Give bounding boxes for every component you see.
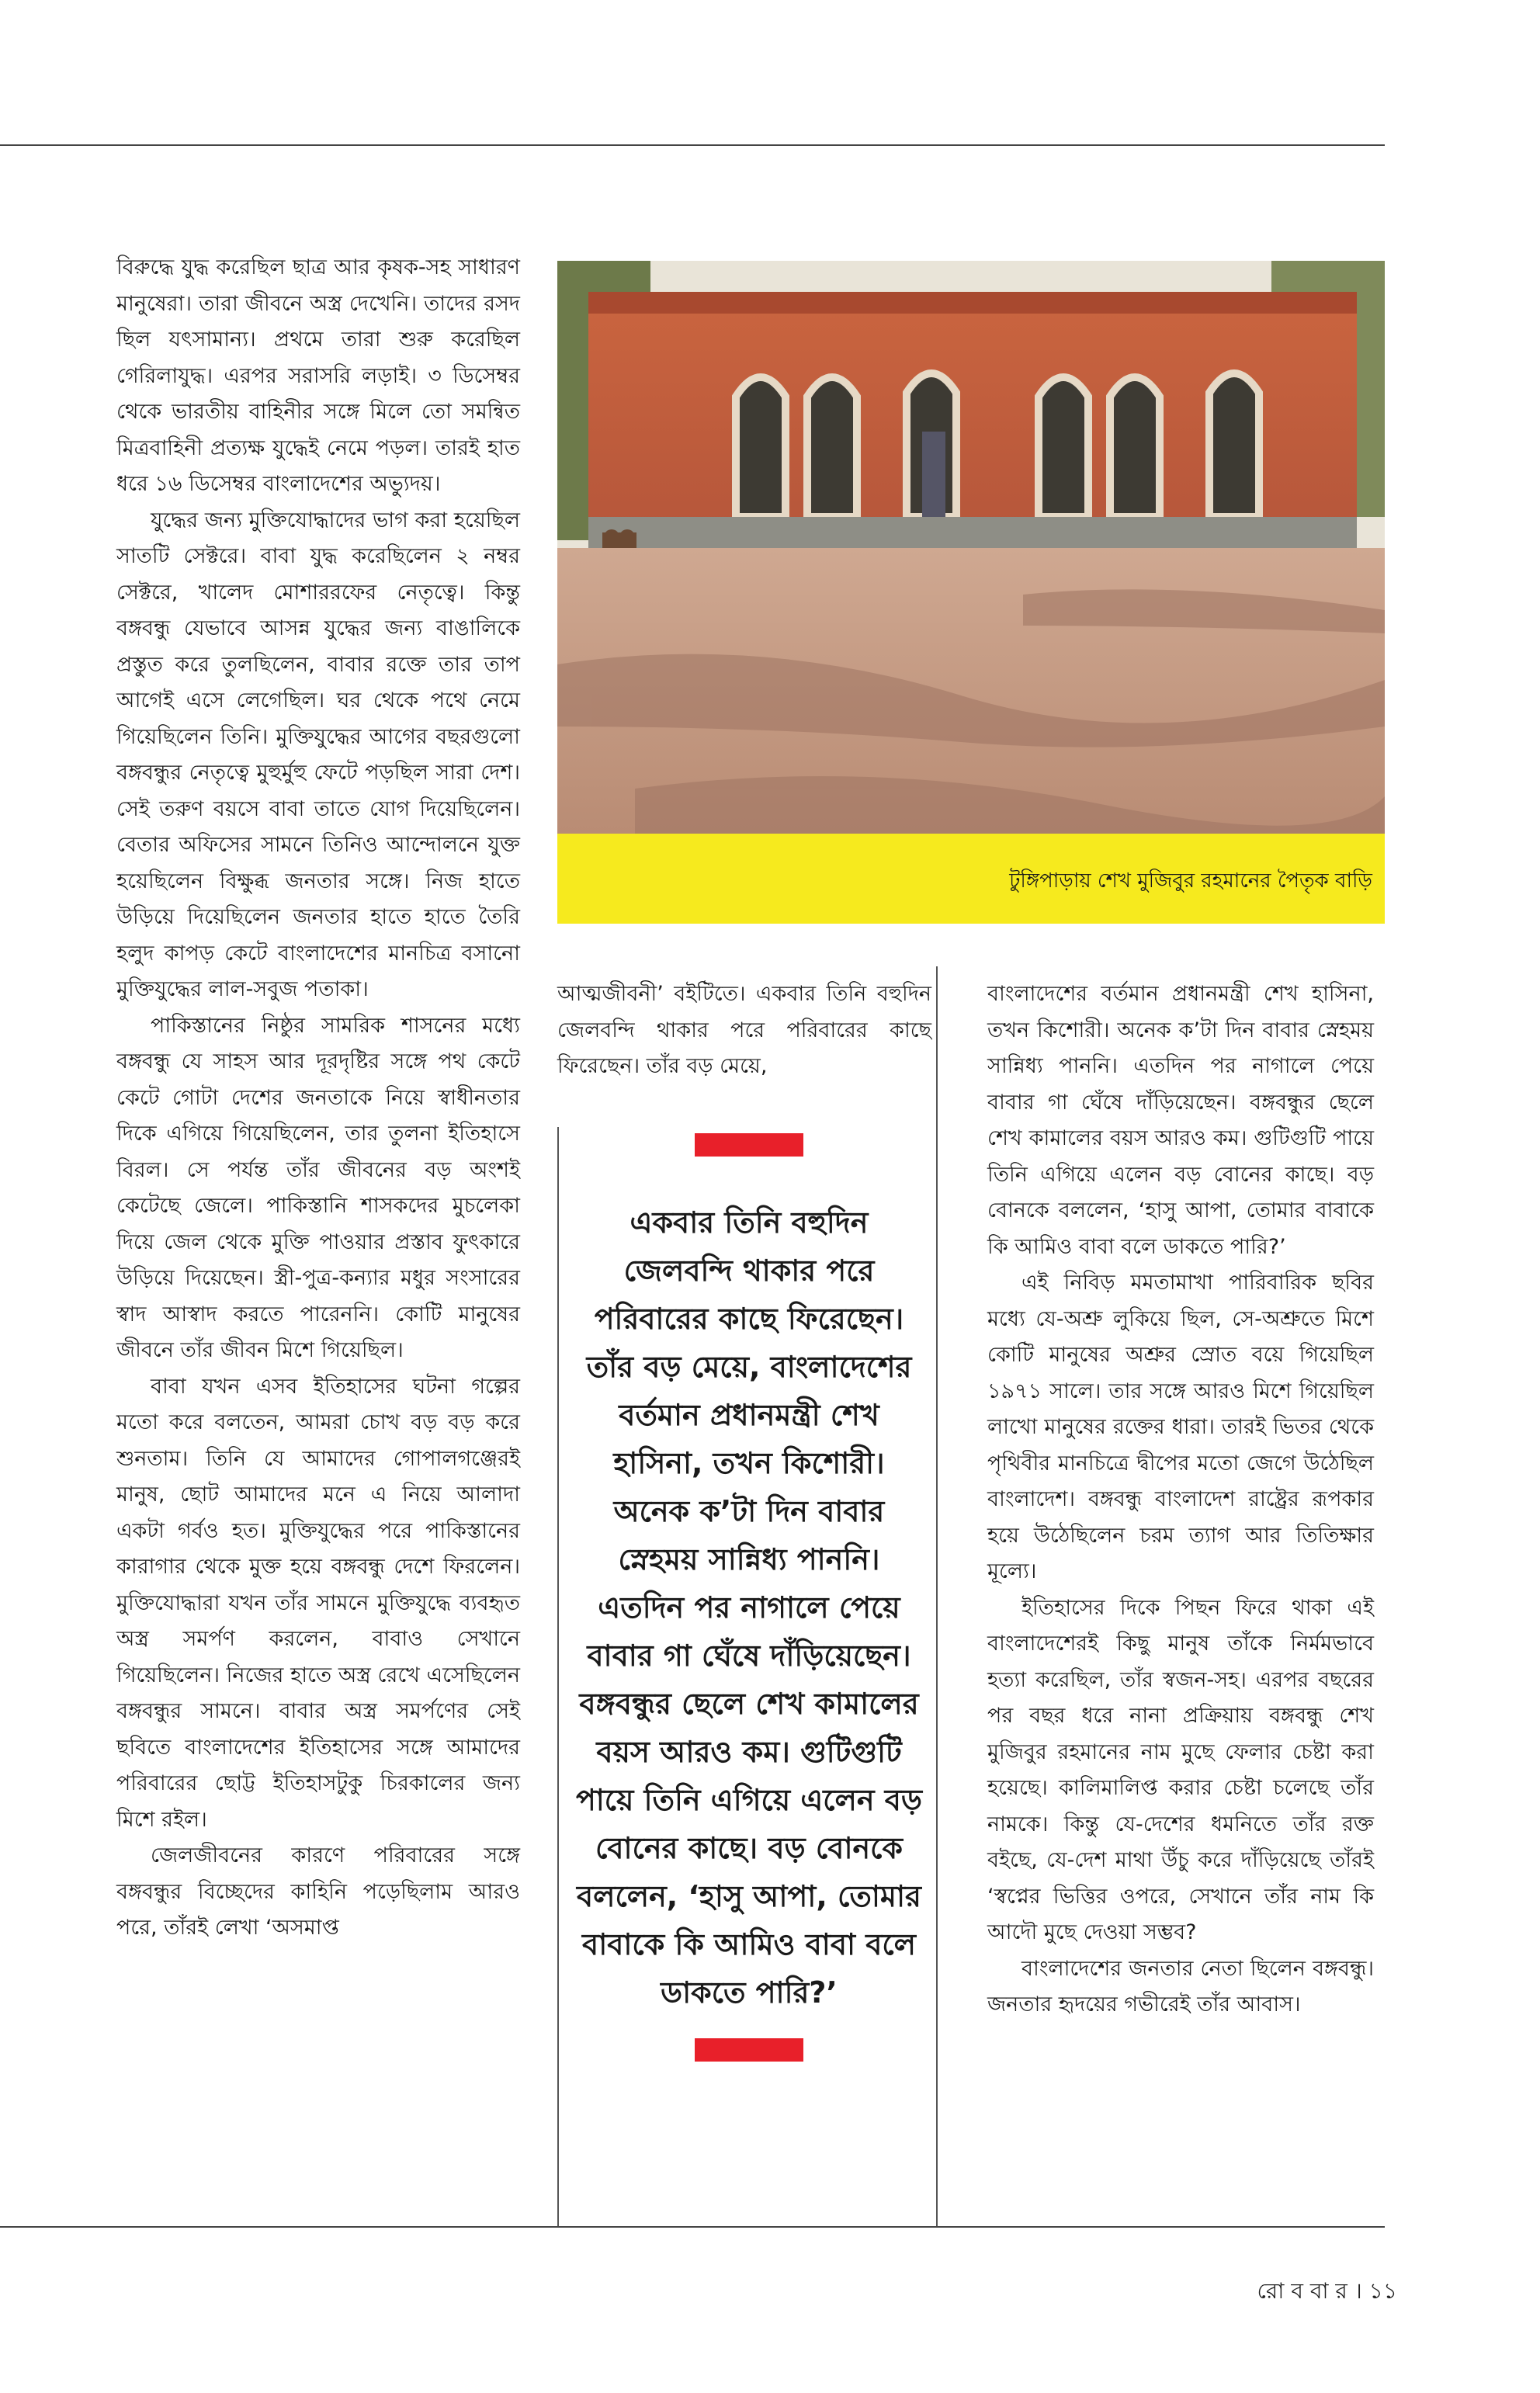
paragraph: বাংলাদেশের জনতার নেতা ছিলেন বঙ্গবন্ধু। জনতার হৃদয়ের গভীরেই তাঁর আবাস।	[987, 1956, 1374, 2017]
paragraph: বিরুদ্ধে যুদ্ধ করেছিল ছাত্র আর কৃষক-সহ সাধারণ মানুষেরা। তারা জীবনে অস্ত্র দেখেনি। তাদের রসদ ছিল যৎসামান্য। প্রথমে তারা শুরু করেছিল গেরিলাযুদ্ধ। এরপর সরাসরি লড়াই। ৩ ডিসেম্বর থেকে ভারতীয় বাহিনীর সঙ্গে মিলে তো সমন্বিত মিত্রবাহিনী প্রত্যক্ষ যুদ্ধেই নেমে পড়ল। তারই হাত ধরে ১৬ ডিসেম্বর বাংলাদেশের অভ্যুদয়।	[116, 255, 520, 496]
paragraph: এই নিবিড় মমতামাখা পারিবারিক ছবির মধ্যে যে-অশ্রু লুকিয়ে ছিল, সে-অশ্রুতে মিশে কোটি মানুষের অশ্রুর স্রোত বয়ে গিয়েছিল ১৯৭১ সালে। তার সঙ্গে আরও মিশে গিয়েছিল লাখো মানুষের রক্তের ধারা। তারই ভিতর থেকে পৃথিবীর মানচিত্রে দ্বীপের মতো জেগে উঠেছিল বাংলাদেশ। বঙ্গবন্ধু বাংলাদেশ রাষ্ট্রের রূপকার হয়ে উঠেছিলেন চরম ত্যাগ আর তিতিক্ষার মূল্যে।	[987, 1271, 1374, 1583]
article-column-3	[987, 976, 1374, 2024]
pull-quote-bottom-bar	[695, 2038, 803, 2062]
paragraph: বাবা যখন এসব ইতিহাসের ঘটনা গল্পের মতো করে বলতেন, আমরা চোখ বড় বড় করে শুনতাম। তিনি যে আমাদের গোপালগঞ্জেরই মানুষ, ছোট আমাদের মনে এ নিয়ে আলাদা একটা গর্বও হত। মুক্তিযুদ্ধের পরে পাকিস্তানের কারাগার থেকে মুক্ত হয়ে বঙ্গবন্ধু দেশে ফিরলেন। মুক্তিযোদ্ধারা যখন তাঁর সামনে মুক্তিযুদ্ধে ব্যবহৃত অস্ত্র সমর্পণ করলেন, বাবাও সেখানে গিয়েছিলেন। নিজের হাতে অস্ত্র রেখে এসেছিলেন বঙ্গবন্ধুর সামনে। বাবার অস্ত্র সমর্পণের সেই ছবিতে বাংলাদেশের ইতিহাসের সঙ্গে আমাদের পরিবারের ছোট্ট ইতিহাসটুকু চিরকালের জন্য মিশে রইল।	[116, 1374, 520, 1832]
paragraph: আত্মজীবনী’ বইটিতে। একবার তিনি বহুদিন জেলবন্দি থাকার পরে পরিবারের কাছে ফিরেছেন। তাঁর বড় মেয়ে,	[557, 982, 931, 1078]
pull-quote-top-bar	[695, 1133, 803, 1157]
column-divider	[936, 966, 938, 2226]
photo-caption: টুঙ্গিপাড়ায় শেখ মুজিবুর রহমানের পৈতৃক বাড়ি	[1009, 869, 1372, 893]
footer-separator: ।	[1354, 2278, 1362, 2304]
pull-quote	[574, 1133, 924, 2062]
bottom-rule	[0, 2226, 1385, 2228]
paragraph: পাকিস্তানের নিষ্ঠুর সামরিক শাসনের মধ্যে বঙ্গবন্ধু যে সাহস আর দূরদৃষ্টির সঙ্গে পথ কেটে কেটে গোটা দেশের জনতাকে নিয়ে স্বাধীনতার দিকে এগিয়ে গিয়েছিলেন, তার তুলনা ইতিহাসে বিরল। সে পর্যন্ত তাঁর জীবনের বড় অংশই কেটেছে জেলে। পাকিস্তানি শাসকদের মুচলেকা দিয়ে জেল থেকে মুক্তি পাওয়ার প্রস্তাব ফুৎকারে উড়িয়ে দিয়েছেন। স্ত্রী-পুত্র-কন্যার মধুর সংসারের স্বাদ আস্বাদ করতে পারেননি। কোটি মানুষের জীবনে তাঁর জীবন মিশে গিয়েছিল।	[116, 1013, 520, 1362]
page-number: ১১	[1368, 2278, 1397, 2304]
column-divider	[557, 1127, 559, 2226]
photo-caption-bar	[557, 834, 1385, 924]
paragraph: ইতিহাসের দিকে পিছন ফিরে থাকা এই বাংলাদেশেরই কিছু মানুষ তাঁকে নির্মমভাবে হত্যা করেছিল, তাঁর স্বজন-সহ। এরপর বছরের পর বছর ধরে নানা প্রক্রিয়ায় বঙ্গবন্ধু শেখ মুজিবুর রহমানের নাম মুছে ফেলার চেষ্টা করা হয়েছে। কালিমালিপ্ত করার চেষ্টা চলেছে তাঁর নামকে। কিন্তু যে-দেশের ধমনিতে তাঁর রক্ত বইছে, যে-দেশ মাথা উঁচু করে দাঁড়িয়েছে তাঁরই ‘স্বপ্নের ভিত্তির ওপরে, সেখানে তাঁর নাম কি আদৌ মুছে দেওয়া সম্ভব?	[987, 1595, 1374, 1944]
paragraph: যুদ্ধের জন্য মুক্তিযোদ্ধাদের ভাগ করা হয়েছিল সাতটি সেক্টরে। বাবা যুদ্ধ করেছিলেন ২ নম্বর সেক্টরে, খালেদ মোশাররফের নেতৃত্বে। কিন্তু বঙ্গবন্ধু যেভাবে আসন্ন যুদ্ধের জন্য বাঙালিকে প্রস্তুত করে তুলছিলেন, বাবার রক্তে তার তাপ আগেই এসে লেগেছিল। ঘর থেকে পথে নেমে গিয়েছিলেন তিনি। মুক্তিযুদ্ধের আগের বছরগুলো বঙ্গবন্ধুর নেতৃত্বে মুহুর্মুহু ফেটে পড়ছিল সারা দেশ। সেই তরুণ বয়সে বাবা তাতে যোগ দিয়েছিলেন। বেতার অফিসের সামনে তিনিও আন্দোলনে যুক্ত হয়েছিলেন বিক্ষুব্ধ জনতার সঙ্গে। নিজ হাতে উড়িয়ে দিয়েছিলেন জনতার হাতে হাতে তৈরি হলুদ কাপড় কেটে বাংলাদেশের মানচিত্র বসানো মুক্তিযুদ্ধের লাল-সবুজ পতাকা।	[116, 508, 520, 1001]
page-footer	[1257, 2274, 1397, 2311]
house-photo	[557, 261, 1385, 834]
article-column-2	[557, 976, 931, 1085]
pull-quote-text: একবার তিনি বহুদিন জেলবন্দি থাকার পরে পরিবারের কাছে ফিরেছেন। তাঁর বড় মেয়ে, বাংলাদেশের বর্তমান প্রধানমন্ত্রী শেখ হাসিনা, তখন কিশোরী। অনেক ক’টা দিন বাবার স্নেহময় সান্নিধ্য পাননি। এতদিন পর নাগালে পেয়ে বাবার গা ঘেঁষে দাঁড়িয়েছেন। বঙ্গবন্ধুর ছেলে শেখ কামালের বয়স আরও কম। গুটিগুটি পায়ে তিনি এগিয়ে এলেন বড় বোনের কাছে। বড় বোনকে বললেন, ‘হাসু আপা, তোমার বাবাকে কি আমিও বাবা বলে ডাকতে পারি?’	[575, 1205, 923, 2010]
publication-name: রো ব বা র	[1257, 2278, 1348, 2304]
article-column-1	[116, 250, 520, 1947]
paragraph: বাংলাদেশের বর্তমান প্রধানমন্ত্রী শেখ হাসিনা, তখন কিশোরী। অনেক ক’টা দিন বাবার স্নেহময় সান্নিধ্য পাননি। এতদিন পর নাগালে পেয়ে বাবার গা ঘেঁষে দাঁড়িয়েছেন। বঙ্গবন্ধুর ছেলে শেখ কামালের বয়স আরও কম। গুটিগুটি পায়ে তিনি এগিয়ে এলেন বড় বোনের কাছে। বড় বোনকে বললেন, ‘হাসু আপা, তোমার বাবাকে কি আমিও বাবা বলে ডাকতে পারি?’	[987, 982, 1374, 1259]
top-rule	[0, 144, 1385, 146]
paragraph: জেলজীবনের কারণে পরিবারের সঙ্গে বঙ্গবন্ধুর বিচ্ছেদের কাহিনি পড়েছিলাম আরও পরে, তাঁরই লেখা ‘অসমাপ্ত	[116, 1843, 520, 1940]
